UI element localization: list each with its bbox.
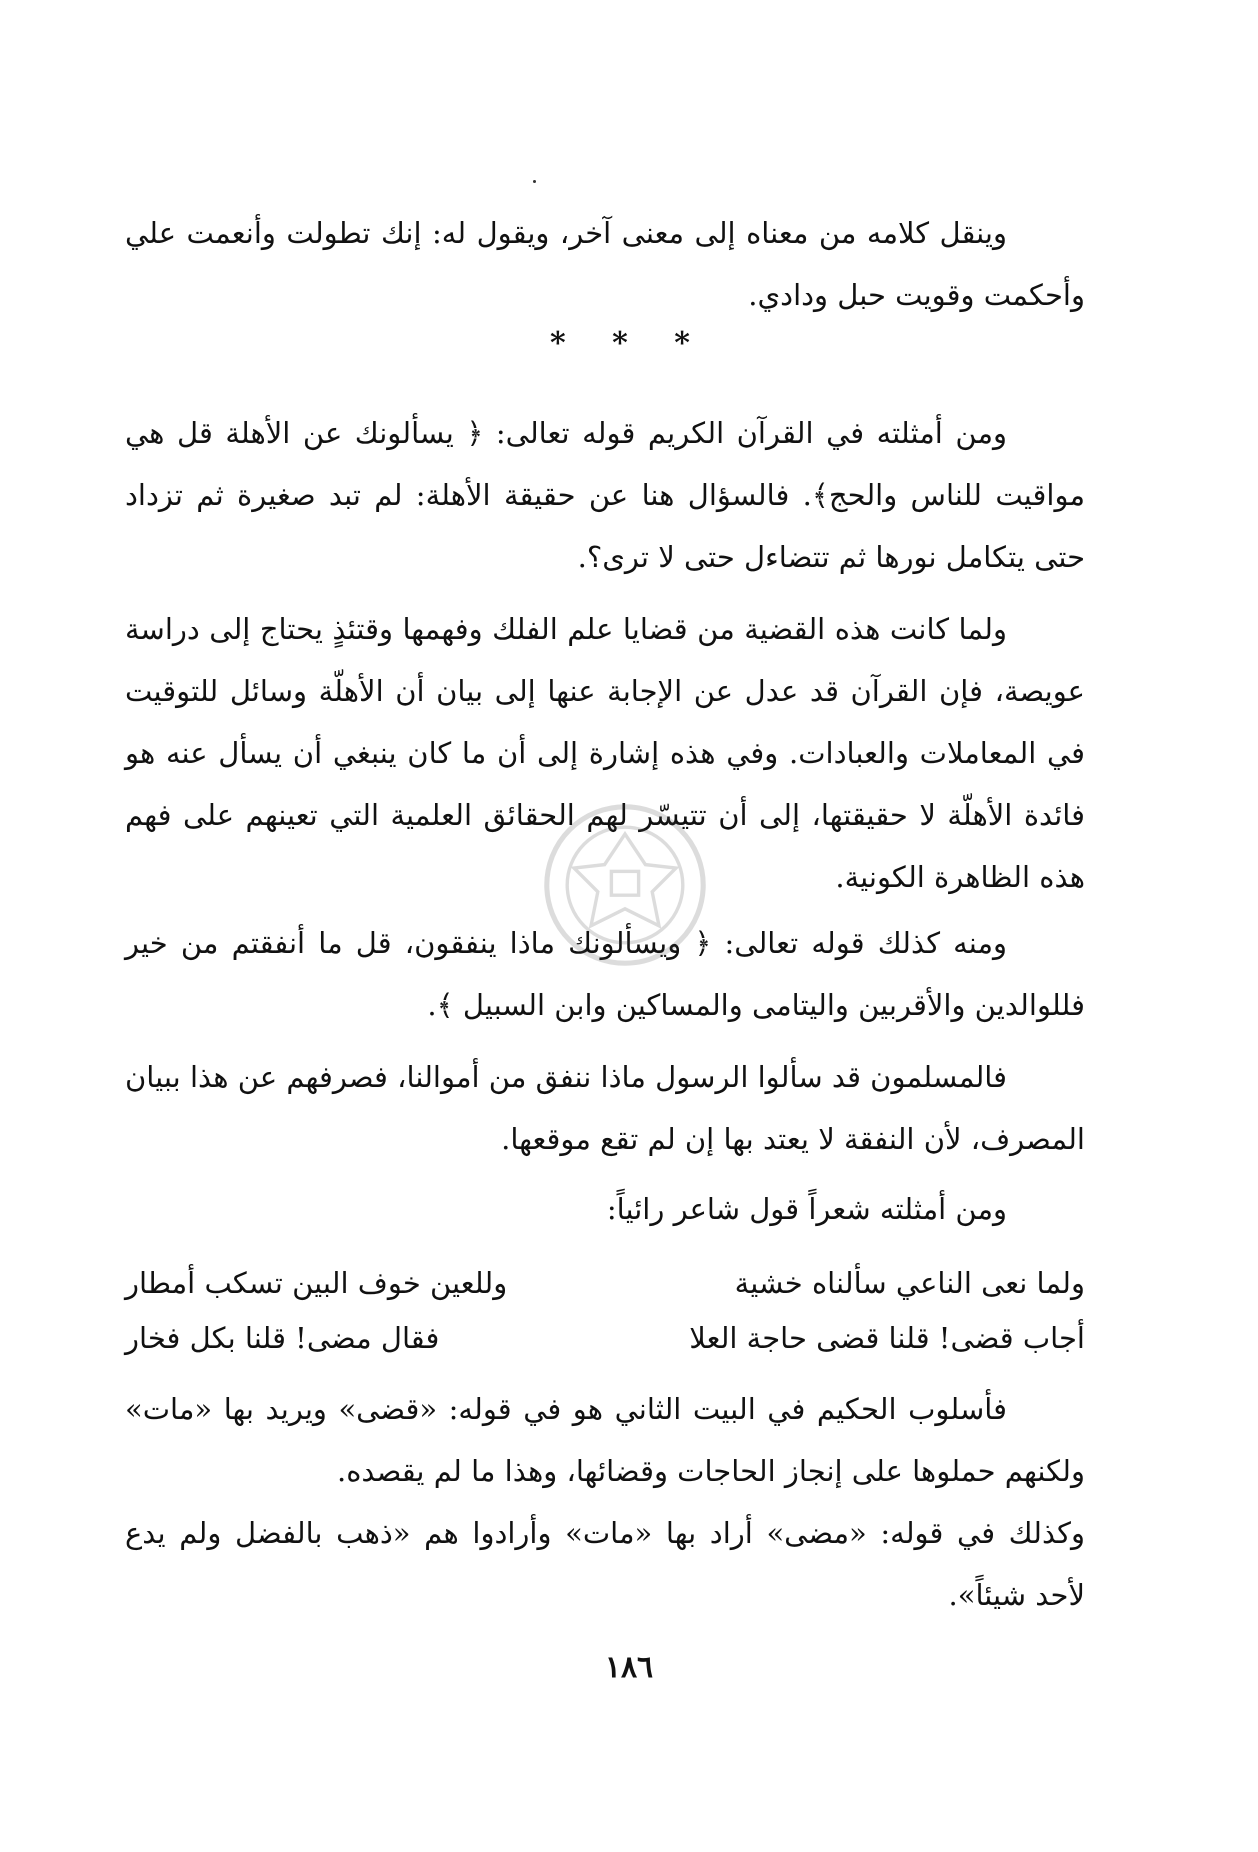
verse-line-2-second-hemistich: فقال مضى! قلنا بكل فخار [125, 1321, 440, 1355]
verse-line-1-first-hemistich: ولما نعى الناعي سألناه خشية [734, 1266, 1085, 1300]
intro-paragraph: وينقل كلامه من معناه إلى معنى آخر، ويقول له: إنك تطولت وأنعمت علي وأحكمت وقويت حبل ودادي. [125, 216, 1085, 312]
verse-line-1-second-hemistich: وللعين خوف البين تسكب أمطار [125, 1266, 508, 1300]
verse-line-1 [125, 1252, 1085, 1314]
paragraph-quran-example-2: ومنه كذلك قوله تعالى: ﴿ ويسألونك ماذا ينفقون، قل ما أنفقتم من خير فللوالدين والأقربين واليتامى والمساكين وابن السبيل ﴾. [125, 926, 1085, 1022]
paragraph-also-in-his-saying: وكذلك في قوله: «مضى» أراد بها «مات» وأرادوا هم «ذهب بالفضل ولم يدع لأحد شيئاً». [125, 1516, 1085, 1612]
verse-line-2-first-hemistich: أجاب قضى! قلنا قضى حاجة العلا [689, 1321, 1085, 1355]
paragraph-quran-example-1: ومن أمثلته في القرآن الكريم قوله تعالى: ﴿ يسألونك عن الأهلة قل هي مواقيت للناس والحج﴾. فالسؤال هنا عن حقيقة الأهلة: لم تبد صغيرة ثم تزداد حتى يتكامل نورها ثم تتضاءل حتى لا ترى؟. [125, 416, 1085, 574]
library-seal-watermark [540, 800, 710, 970]
page-number: ١٨٦ [604, 1650, 654, 1685]
paragraph-muslims-question: فالمسلمون قد سألوا الرسول ماذا ننفق من أموالنا، فصرفهم عن هذا ببيان المصرف، لأن النفقة لا يعتد بها إن لم تقع موقعها. [125, 1060, 1085, 1156]
scan-speck [533, 180, 536, 183]
verse-line-2 [125, 1307, 1085, 1369]
section-separator: * * * [550, 326, 708, 361]
paragraph-poetry-intro: ومن أمثلته شعراً قول شاعر رائياً: [606, 1192, 1007, 1226]
paragraph-hakim-style: فأسلوب الحكيم في البيت الثاني هو في قوله: «قضى» ويريد بها «مات» ولكنهم حملوها على إنجاز الحاجات وقضائها، وهذا ما لم يقصده. [125, 1392, 1085, 1488]
paragraph-astronomy-explanation: ولما كانت هذه القضية من قضايا علم الفلك وفهمها وقتئذٍ يحتاج إلى دراسة عويصة، فإن القرآن قد عدل عن الإجابة عنها إلى بيان أن الأهلّة وسائل للتوقيت في المعاملات والعبادات. وفي هذه إشارة إلى أن ما كان ينبغي أن يسأل عنه هو فائدة الأهلّة لا حقيقتها، إلى أن تتيسّر لهم الحقائق العلمية التي تعينهم على فهم هذه الظاهرة الكونية. [125, 612, 1085, 894]
